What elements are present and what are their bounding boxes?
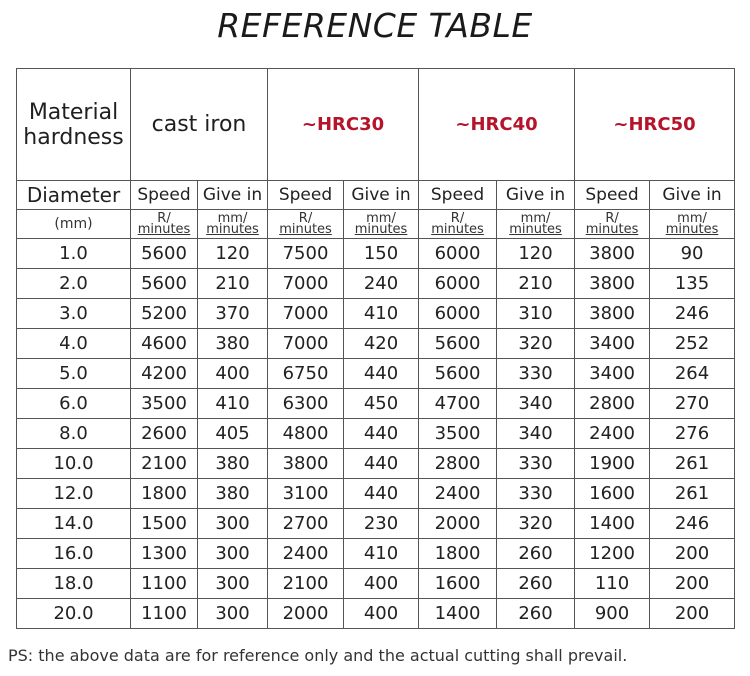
cast-iron-speed: 1500	[131, 509, 198, 539]
give-unit-bottom: minutes	[354, 222, 408, 237]
table-row	[17, 419, 735, 449]
cast-iron-speed: 1100	[131, 599, 198, 629]
hrc40-speed: 6000	[419, 299, 497, 329]
table-row	[17, 509, 735, 539]
hrc30-speed: 2700	[268, 509, 344, 539]
diameter-cell: 16.0	[17, 539, 131, 569]
hrc40-give-in: 310	[497, 299, 575, 329]
hrc50-speed: 3800	[575, 299, 650, 329]
cast-iron-give-in: 380	[198, 329, 268, 359]
hrc50-give-in: 261	[650, 479, 735, 509]
give-unit-top: mm/	[677, 211, 707, 226]
diameter-cell: 3.0	[17, 299, 131, 329]
hrc40-give-in: 260	[497, 599, 575, 629]
hrc30-give-in: 230	[344, 509, 419, 539]
hrc50-give-in: 276	[650, 419, 735, 449]
hrc30-speed: 4800	[268, 419, 344, 449]
cast-iron-speed: 1100	[131, 569, 198, 599]
hrc40-speed: 1800	[419, 539, 497, 569]
speed-header: Speed	[131, 181, 198, 210]
hrc30-give-in: 420	[344, 329, 419, 359]
header-row-hardness	[17, 69, 735, 181]
hrc40-give-in: 320	[497, 329, 575, 359]
hrc30-speed: 7000	[268, 329, 344, 359]
cast-iron-give-in: 120	[198, 239, 268, 269]
give-in-header: Give in	[650, 181, 735, 210]
give-unit-bottom: minutes	[206, 222, 259, 237]
cast-iron-speed: 1800	[131, 479, 198, 509]
hrc30-speed: 7000	[268, 269, 344, 299]
hrc40-speed: 3500	[419, 419, 497, 449]
speed-unit-bottom: minutes	[279, 222, 332, 237]
speed-unit-bottom: minutes	[137, 222, 191, 237]
hrc50-speed: 2800	[575, 389, 650, 419]
speed-unit-top: R/	[298, 211, 313, 226]
table-row	[17, 539, 735, 569]
reference-table	[16, 68, 735, 629]
hrc30-speed: 7000	[268, 299, 344, 329]
hrc30-give-in: 440	[344, 359, 419, 389]
hrc30-give-in: 440	[344, 479, 419, 509]
give-unit	[344, 210, 419, 239]
cast-iron-give-in: 405	[198, 419, 268, 449]
give-in-header: Give in	[497, 181, 575, 210]
hrc50-give-in: 264	[650, 359, 735, 389]
cast-iron-give-in: 410	[198, 389, 268, 419]
hrc30-give-in: 440	[344, 419, 419, 449]
table-row	[17, 449, 735, 479]
diameter-cell: 5.0	[17, 359, 131, 389]
hrc30-speed: 2400	[268, 539, 344, 569]
diameter-unit: (mm)	[17, 210, 131, 239]
hrc30-give-in: 410	[344, 299, 419, 329]
table-row	[17, 239, 735, 269]
cast-iron-speed: 5200	[131, 299, 198, 329]
header-row-units	[17, 210, 735, 239]
hrc40-speed: 2800	[419, 449, 497, 479]
hrc50-speed: 3400	[575, 329, 650, 359]
hrc30-give-in: 410	[344, 539, 419, 569]
hrc40-speed: 1400	[419, 599, 497, 629]
diameter-cell: 8.0	[17, 419, 131, 449]
hrc40-give-in: 120	[497, 239, 575, 269]
hrc50-give-in: 261	[650, 449, 735, 479]
table-row	[17, 329, 735, 359]
hrc50-give-in: 252	[650, 329, 735, 359]
hrc30-give-in: 400	[344, 569, 419, 599]
hrc40-speed: 6000	[419, 239, 497, 269]
hrc40-give-in: 260	[497, 539, 575, 569]
hrc30-give-in: 440	[344, 449, 419, 479]
speed-unit-top: R/	[450, 211, 465, 226]
speed-unit	[131, 210, 198, 239]
cast-iron-give-in: 300	[198, 569, 268, 599]
diameter-cell: 6.0	[17, 389, 131, 419]
material-label: Material	[28, 99, 119, 125]
diameter-cell: 2.0	[17, 269, 131, 299]
hrc50-speed: 1200	[575, 539, 650, 569]
hrc50-give-in: 200	[650, 599, 735, 629]
hrc40-speed: 2400	[419, 479, 497, 509]
cast-iron-speed: 3500	[131, 389, 198, 419]
header-row-columns	[17, 181, 735, 210]
hrc30-header: ~HRC30	[268, 69, 419, 181]
cast-iron-speed: 5600	[131, 269, 198, 299]
speed-unit	[419, 210, 497, 239]
hrc30-speed: 2100	[268, 569, 344, 599]
hrc40-give-in: 340	[497, 419, 575, 449]
diameter-cell: 4.0	[17, 329, 131, 359]
hrc30-speed: 6750	[268, 359, 344, 389]
give-unit-bottom: minutes	[509, 222, 562, 237]
give-unit-top: mm/	[217, 211, 248, 226]
hrc40-speed: 6000	[419, 269, 497, 299]
hrc40-header: ~HRC40	[419, 69, 575, 181]
hrc40-speed: 4700	[419, 389, 497, 419]
hrc40-give-in: 330	[497, 479, 575, 509]
speed-unit-bottom: minutes	[431, 222, 484, 237]
hrc40-give-in: 320	[497, 509, 575, 539]
hrc50-give-in: 246	[650, 509, 735, 539]
cast-iron-give-in: 400	[198, 359, 268, 389]
hrc50-speed: 900	[575, 599, 650, 629]
cast-iron-give-in: 300	[198, 539, 268, 569]
hrc50-give-in: 135	[650, 269, 735, 299]
speed-header: Speed	[419, 181, 497, 210]
hrc40-speed: 2000	[419, 509, 497, 539]
hrc50-speed: 110	[575, 569, 650, 599]
give-in-header: Give in	[344, 181, 419, 210]
table-body	[17, 239, 735, 629]
hrc40-give-in: 210	[497, 269, 575, 299]
cast-iron-give-in: 380	[198, 449, 268, 479]
hrc50-speed: 1900	[575, 449, 650, 479]
cast-iron-give-in: 210	[198, 269, 268, 299]
page-title: REFERENCE TABLE	[217, 6, 533, 45]
hrc30-speed: 3800	[268, 449, 344, 479]
hrc40-speed: 1600	[419, 569, 497, 599]
give-unit	[497, 210, 575, 239]
hrc30-speed: 7500	[268, 239, 344, 269]
cast-iron-speed: 2600	[131, 419, 198, 449]
table-row	[17, 599, 735, 629]
hrc30-give-in: 150	[344, 239, 419, 269]
table-row	[17, 569, 735, 599]
diameter-cell: 20.0	[17, 599, 131, 629]
diameter-cell: 1.0	[17, 239, 131, 269]
material-hardness-header	[17, 69, 131, 181]
hrc50-speed: 1400	[575, 509, 650, 539]
hrc30-speed: 3100	[268, 479, 344, 509]
cast-iron-give-in: 380	[198, 479, 268, 509]
cast-iron-speed: 2100	[131, 449, 198, 479]
hrc50-speed: 1600	[575, 479, 650, 509]
diameter-cell: 10.0	[17, 449, 131, 479]
footnote: PS: the above data are for reference only and the actual cutting shall prevail.	[8, 646, 628, 665]
diameter-cell: 14.0	[17, 509, 131, 539]
hrc30-give-in: 240	[344, 269, 419, 299]
hrc30-speed: 2000	[268, 599, 344, 629]
hrc40-speed: 5600	[419, 329, 497, 359]
give-unit-top: mm/	[520, 211, 551, 226]
hrc30-speed: 6300	[268, 389, 344, 419]
speed-header: Speed	[268, 181, 344, 210]
cast-iron-give-in: 370	[198, 299, 268, 329]
speed-header: Speed	[575, 181, 650, 210]
speed-unit	[268, 210, 344, 239]
hrc50-give-in: 270	[650, 389, 735, 419]
give-unit	[198, 210, 268, 239]
hrc50-give-in: 246	[650, 299, 735, 329]
speed-unit-bottom: minutes	[585, 222, 639, 237]
cast-iron-speed: 4200	[131, 359, 198, 389]
hrc50-give-in: 200	[650, 539, 735, 569]
hrc40-speed: 5600	[419, 359, 497, 389]
speed-unit-top: R/	[605, 211, 619, 226]
table-row	[17, 389, 735, 419]
hardness-label: hardness	[23, 124, 124, 150]
cast-iron-give-in: 300	[198, 509, 268, 539]
hrc30-give-in: 450	[344, 389, 419, 419]
hrc50-speed: 3800	[575, 269, 650, 299]
diameter-cell: 18.0	[17, 569, 131, 599]
table-row	[17, 299, 735, 329]
table-row	[17, 269, 735, 299]
speed-unit-top: R/	[157, 211, 171, 226]
hrc50-speed: 2400	[575, 419, 650, 449]
hrc50-give-in: 90	[650, 239, 735, 269]
give-in-header: Give in	[198, 181, 268, 210]
cast-iron-give-in: 300	[198, 599, 268, 629]
speed-unit	[575, 210, 650, 239]
hrc40-give-in: 340	[497, 389, 575, 419]
give-unit-top: mm/	[366, 211, 396, 226]
cast-iron-speed: 1300	[131, 539, 198, 569]
give-unit-bottom: minutes	[665, 222, 719, 237]
table-row	[17, 479, 735, 509]
cast-iron-speed: 5600	[131, 239, 198, 269]
hrc50-speed: 3400	[575, 359, 650, 389]
hrc50-give-in: 200	[650, 569, 735, 599]
diameter-cell: 12.0	[17, 479, 131, 509]
hrc40-give-in: 330	[497, 359, 575, 389]
hrc40-give-in: 330	[497, 449, 575, 479]
hrc50-header: ~HRC50	[575, 69, 735, 181]
cast-iron-header: cast iron	[131, 69, 268, 181]
diameter-header: Diameter	[17, 181, 131, 210]
table-row	[17, 359, 735, 389]
hrc50-speed: 3800	[575, 239, 650, 269]
hrc30-give-in: 400	[344, 599, 419, 629]
give-unit	[650, 210, 735, 239]
cast-iron-speed: 4600	[131, 329, 198, 359]
hrc40-give-in: 260	[497, 569, 575, 599]
